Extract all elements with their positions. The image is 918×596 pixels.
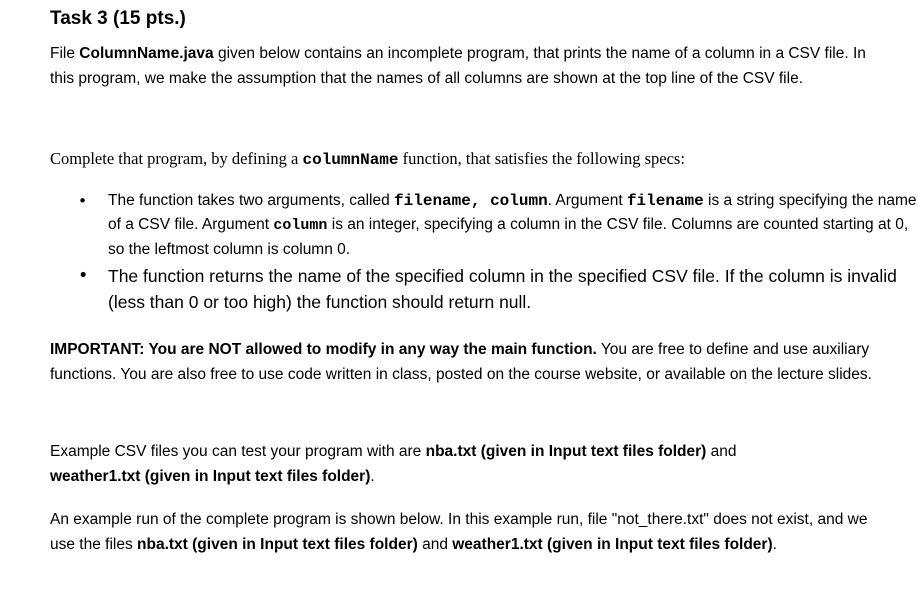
- intro-text-2: given below contains an incomplete program, that prints the name of a column in a CSV file. In this program, we make the assumption that the names of all columns are shown at the top line of the CSV file.: [50, 45, 866, 87]
- bullet-icon: •: [78, 192, 88, 210]
- spec1-text-4: is an integer, specifying a column in the CSV file. Columns are counted starting at 0, so the leftmost column is column 0.: [108, 216, 909, 258]
- complete-function-name: columnName: [302, 151, 399, 169]
- run-file-weather: weather1.txt (given in Input text files folder): [452, 536, 773, 553]
- spec1-text-1: The function takes two arguments, called: [108, 192, 395, 209]
- task-title: Task 3 (15 pts.): [50, 8, 186, 29]
- run-text-2: and: [417, 536, 453, 553]
- example-file-nba: nba.txt (given in Input text files folder): [425, 443, 707, 460]
- intro-paragraph: [50, 41, 890, 91]
- complete-text-1: Complete that program, by defining a: [50, 149, 303, 168]
- spec1-arg-filename: filename: [626, 192, 704, 210]
- intro-text-1: File: [50, 45, 80, 62]
- example-paragraph: [50, 439, 750, 489]
- run-text-3: .: [772, 536, 777, 553]
- example-file-weather: weather1.txt (given in Input text files folder): [50, 468, 371, 485]
- run-paragraph: [50, 507, 890, 557]
- run-file-nba: nba.txt (given in Input text files folder): [137, 536, 418, 553]
- spec1-args: filename, column: [394, 192, 548, 210]
- run-text-1: An example run of the complete program is shown below. In this example run, file "not_there.txt" does not exist, and we use the files: [50, 511, 868, 553]
- bullet-icon: •: [78, 266, 89, 286]
- spec1-text-3: is a string specifying the name of a CSV file. Argument: [108, 192, 917, 233]
- spec-item-arguments: [78, 189, 918, 262]
- example-text-3: .: [370, 468, 375, 485]
- important-rest-text: You are free to define and use auxiliary functions. You are also free to use code written in class, posted on the course website, or available on the lecture slides.: [50, 341, 872, 383]
- important-paragraph: [50, 337, 890, 387]
- spec-item-return: [78, 263, 918, 315]
- example-text-2: and: [706, 443, 737, 460]
- important-bold-text: IMPORTANT: You are NOT allowed to modify in any way the main function.: [50, 341, 597, 358]
- spec2-text: The function returns the name of the specified column in the specified CSV file. If the column is invalid (less than 0 or too high) the function should return null.: [108, 266, 897, 312]
- spec1-arg-column: column: [273, 217, 328, 234]
- example-text-1: Example CSV files you can test your program with are: [50, 443, 426, 460]
- intro-filename: ColumnName.java: [79, 45, 214, 62]
- spec1-text-2: . Argument: [547, 192, 627, 209]
- complete-paragraph: [50, 146, 890, 173]
- complete-text-2: function, that satisfies the following specs:: [398, 149, 685, 168]
